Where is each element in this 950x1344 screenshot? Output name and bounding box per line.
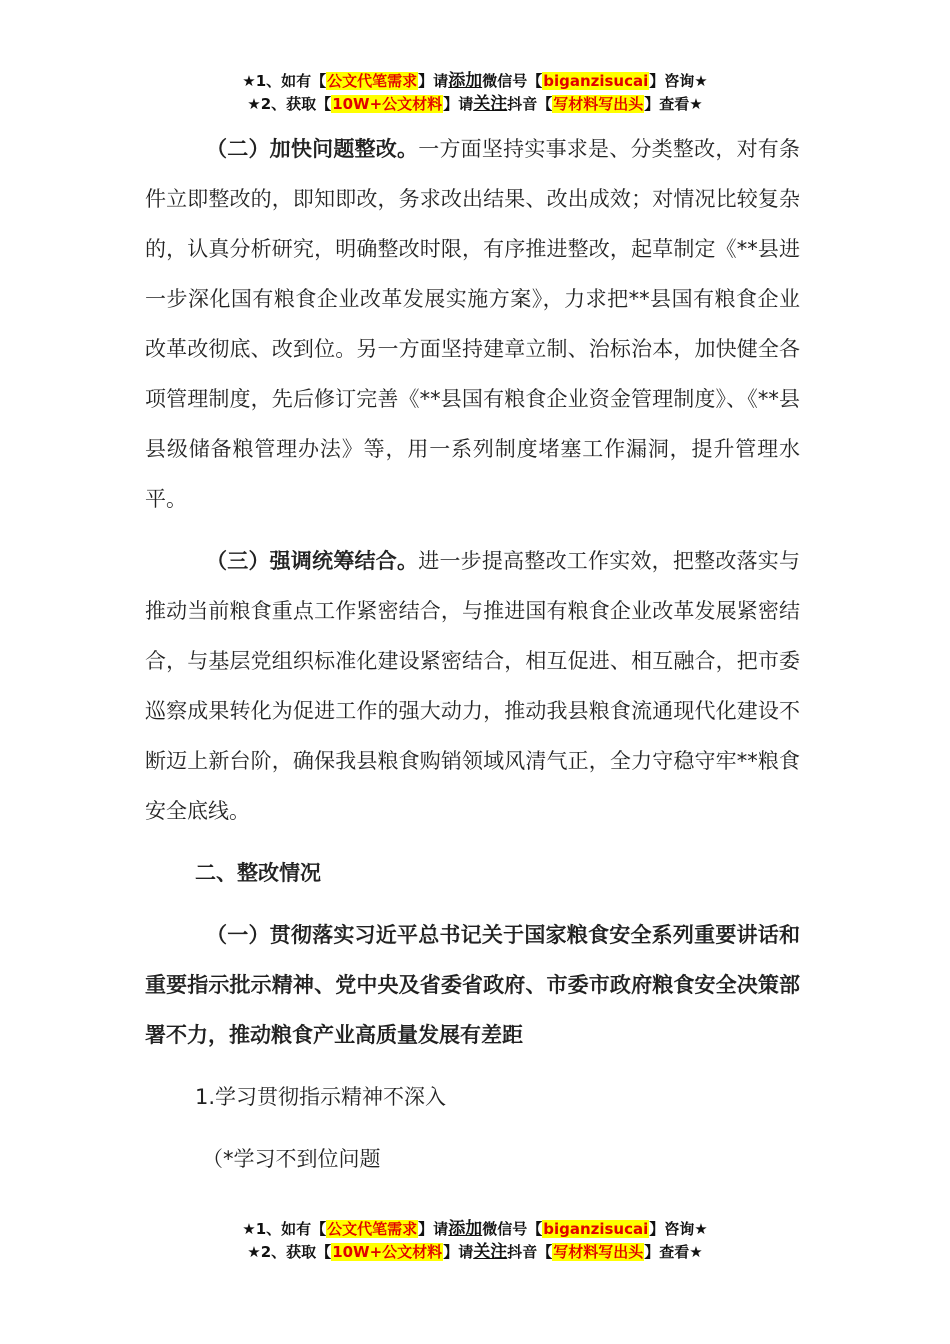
banner-highlight: 写材料写出头 xyxy=(553,95,644,113)
bottom-banner xyxy=(0,1218,950,1264)
banner-text: ★1、如有【 xyxy=(242,1220,327,1238)
paragraph-problem-rectification xyxy=(145,124,800,524)
banner-line-2 xyxy=(0,1241,950,1264)
banner-text: 微信号【 xyxy=(482,72,543,90)
banner-highlight: 公文代笔需求 xyxy=(327,1220,418,1238)
paragraph-lead: （二）加快问题整改。 xyxy=(206,137,419,161)
list-item: 1.学习贯彻指示精神不深入 xyxy=(195,1085,447,1109)
list-item: （*学习不到位问题 xyxy=(202,1147,381,1171)
paragraph-lead: （三）强调统筹结合。 xyxy=(206,549,419,573)
banner-highlight: 公文代笔需求 xyxy=(327,72,418,90)
paragraph-text: 进一步提高整改工作实效，把整改落实与推动当前粮食重点工作紧密结合，与推进国有粮食企业改革发展紧密结合，与基层党组织标准化建设紧密结合，相互促进、相互融合，把市委巡察成果转化为促进工作的强大动力，推动我县粮食流通现代化建设不断迈上新台阶，确保我县粮食购销领域风清气正，全力守稳守牢**粮食安全底线。 xyxy=(145,549,801,823)
banner-underlined: 关注 xyxy=(473,1242,508,1262)
banner-highlight: 10W+公文材料 xyxy=(332,1243,443,1261)
banner-text: 】查看★ xyxy=(644,1243,703,1261)
banner-text: 抖音【 xyxy=(507,1243,553,1261)
banner-line-1 xyxy=(0,70,950,93)
banner-underlined: 关注 xyxy=(473,94,508,114)
banner-underlined: 添加 xyxy=(448,71,483,91)
banner-highlight: 写材料写出头 xyxy=(553,1243,644,1261)
banner-underlined: 添加 xyxy=(448,1219,483,1239)
subsection-heading: （一）贯彻落实习近平总书记关于国家粮食安全系列重要讲话和重要指示批示精神、党中央及省委省政府、市委市政府粮食安全决策部署不力，推动粮食产业高质量发展有差距 xyxy=(145,923,800,1047)
banner-highlight: biganzisucai xyxy=(543,1220,649,1238)
banner-text: ★2、获取【 xyxy=(247,95,332,113)
banner-text: 】请 xyxy=(418,72,449,90)
top-banner xyxy=(0,70,950,116)
banner-text: ★2、获取【 xyxy=(247,1243,332,1261)
banner-text: 】查看★ xyxy=(644,95,703,113)
banner-text: 微信号【 xyxy=(482,1220,543,1238)
banner-highlight: 10W+公文材料 xyxy=(332,95,443,113)
banner-line-2 xyxy=(0,93,950,116)
paragraph-coordination xyxy=(145,536,800,836)
banner-text: 】请 xyxy=(418,1220,449,1238)
banner-line-1 xyxy=(0,1218,950,1241)
document-body xyxy=(145,124,800,1184)
banner-highlight: biganzisucai xyxy=(543,72,649,90)
banner-text: 】请 xyxy=(443,1243,474,1261)
section-heading: 二、整改情况 xyxy=(195,861,321,885)
banner-text: 抖音【 xyxy=(507,95,553,113)
banner-text: 】请 xyxy=(443,95,474,113)
banner-text: ★1、如有【 xyxy=(242,72,327,90)
banner-text: 】咨询★ xyxy=(649,1220,708,1238)
paragraph-text: 一方面坚持实事求是、分类整改，对有条件立即整改的，即知即改，务求改出结果、改出成效；对情况比较复杂的，认真分析研究，明确整改时限，有序推进整改，起草制定《**县进一步深化国有粮食企业改革发展实施方案》，力求把**县国有粮食企业改革改彻底、改到位。另一方面坚持建章立制、治标治本，加快健全各项管理制度，先后修订完善《**县国有粮食企业资金管理制度》、《**县县级储备粮管理办法》等，用一系列制度堵塞工作漏洞，提升管理水平。 xyxy=(145,137,801,511)
banner-text: 】咨询★ xyxy=(649,72,708,90)
